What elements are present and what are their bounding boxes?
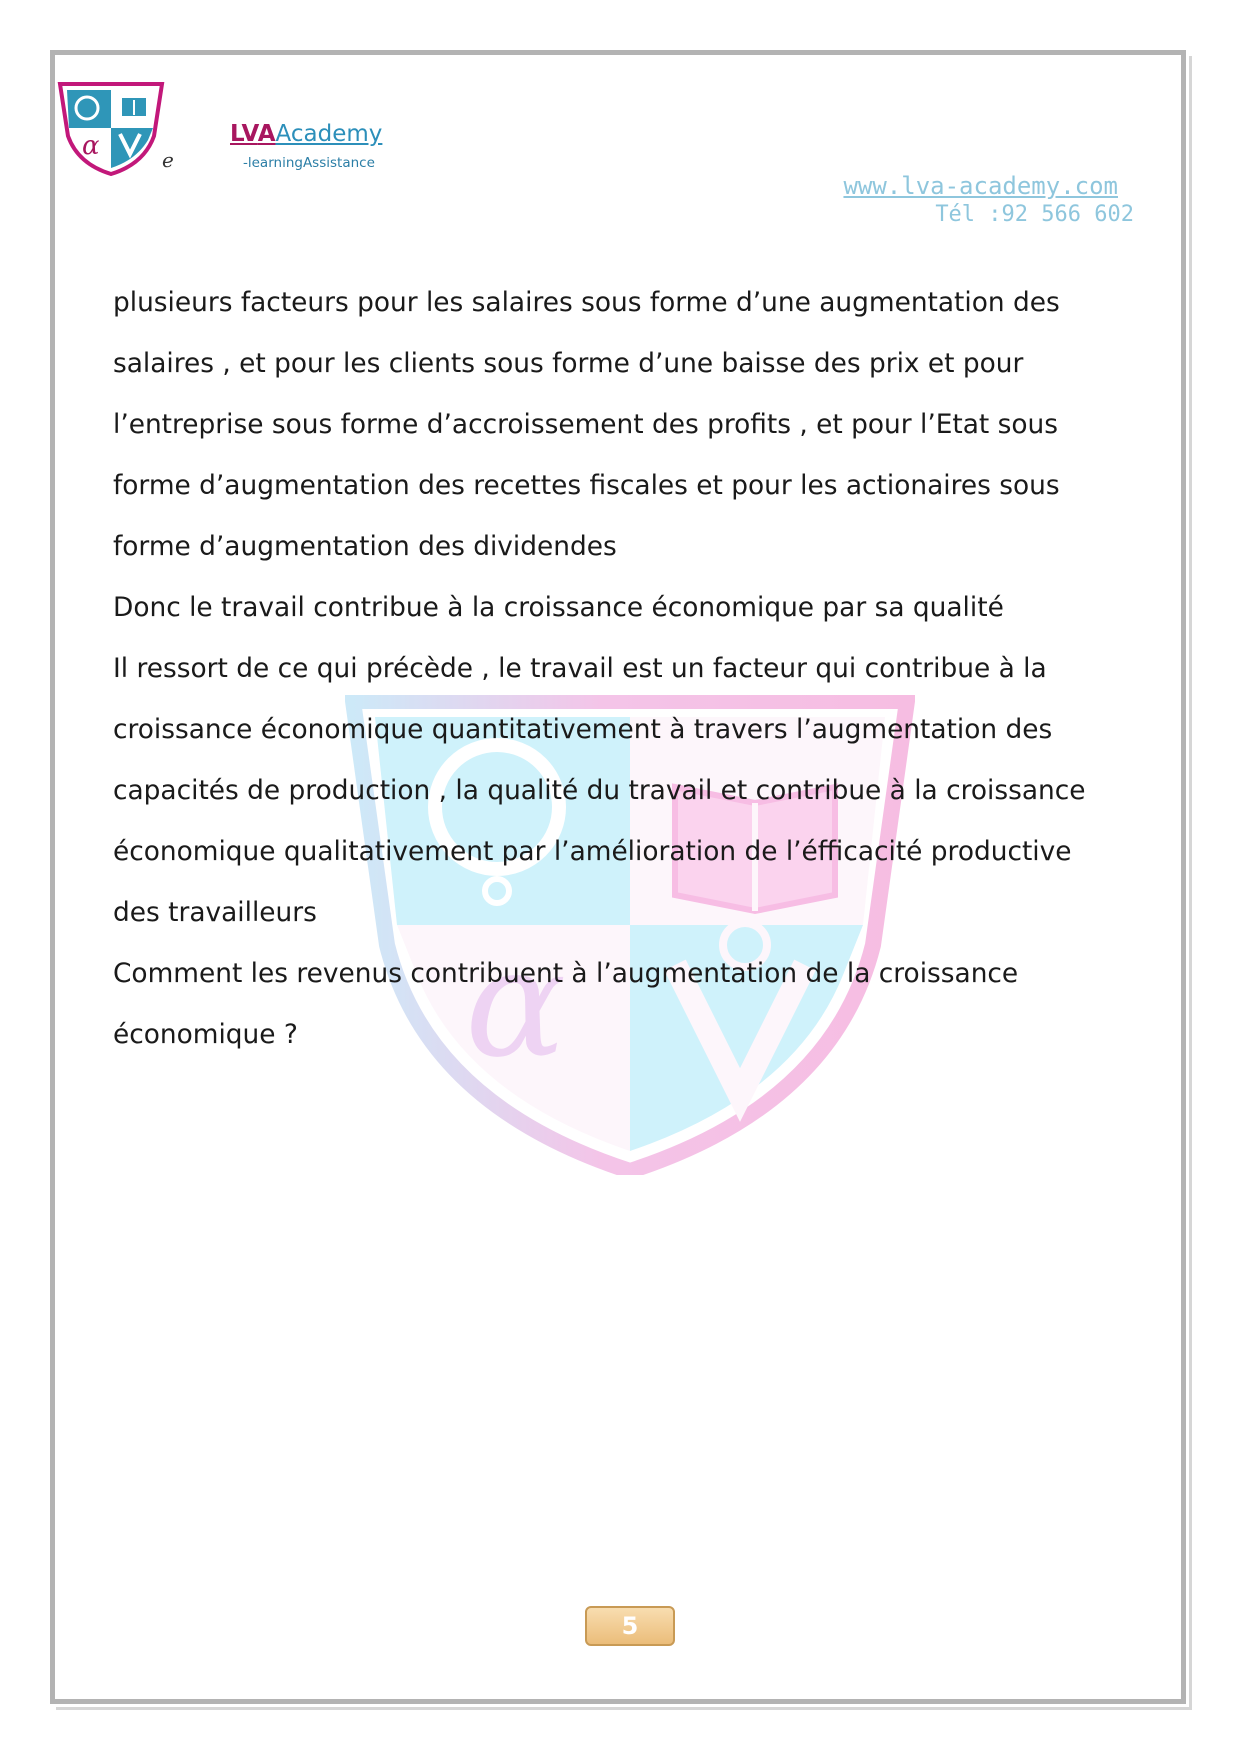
text-line: économique qualitativement par l’amélioration de l’éfficacité productive bbox=[113, 836, 1072, 867]
brand-lv: LV bbox=[230, 121, 258, 147]
text-line: des travailleurs bbox=[113, 897, 317, 928]
text-line: plusieurs facteurs pour les salaires sous forme d’une augmentation des bbox=[113, 287, 1060, 318]
text-line: économique ? bbox=[113, 1019, 298, 1050]
lva-shield-logo-icon bbox=[56, 78, 166, 176]
text-line: salaires , et pour les clients sous forme d’une baisse des prix et pour bbox=[113, 348, 1024, 379]
text-line: Donc le travail contribue à la croissance économique par sa qualité bbox=[113, 592, 1004, 623]
brand-academy: Academy bbox=[275, 121, 383, 147]
phone-number: Tél :92 566 602 bbox=[935, 202, 1134, 227]
text-line: forme d’augmentation des dividendes bbox=[113, 531, 617, 562]
brand-name bbox=[230, 120, 382, 148]
brand-a: A bbox=[257, 121, 276, 147]
text-line: Il ressort de ce qui précède , le travail est un facteur qui contribue à la bbox=[113, 653, 1047, 684]
svg-text:α: α bbox=[465, 917, 567, 1091]
text-line: croissance économique quantitativement à travers l’augmentation des bbox=[113, 714, 1053, 745]
text-line: forme d’augmentation des recettes fiscales et pour les actionaires sous bbox=[113, 470, 1060, 501]
text-line: capacités de production , la qualité du travail et contribue à la croissance bbox=[113, 775, 1086, 806]
brand-tagline: -learningAssistance bbox=[243, 155, 375, 171]
svg-text:α: α bbox=[82, 131, 100, 161]
page-number-badge: 5 bbox=[585, 1606, 675, 1646]
website-link[interactable]: www.lva-academy.com bbox=[843, 172, 1118, 200]
text-line: l’entreprise sous forme d’accroissement des profits , et pour l’Etat sous bbox=[113, 409, 1059, 440]
text-line: Comment les revenus contribuent à l’augmentation de la croissance bbox=[113, 958, 1019, 989]
brand-e-letter: e bbox=[162, 148, 174, 172]
document-body bbox=[113, 272, 1123, 1065]
